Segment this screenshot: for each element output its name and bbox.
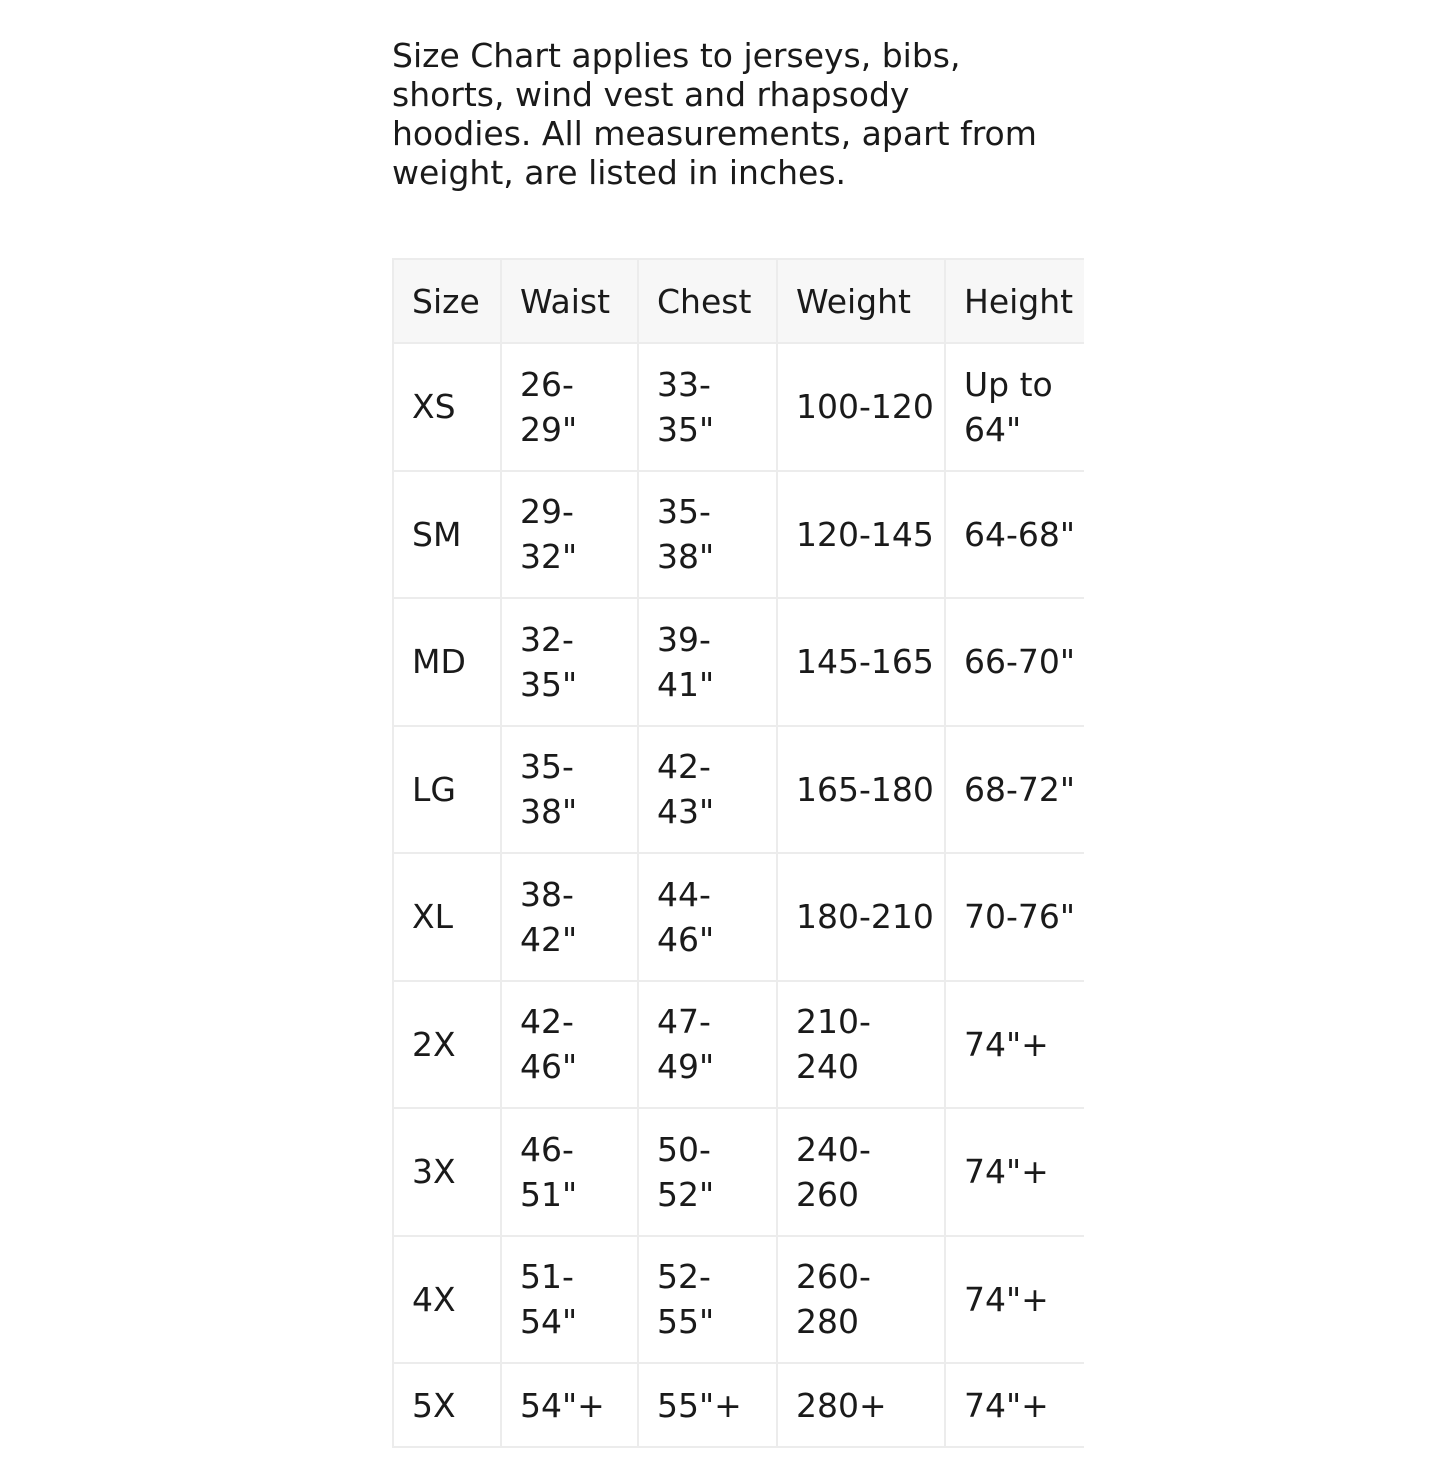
cell-size: LG (393, 726, 501, 854)
cell-weight-text: 260- (796, 1257, 871, 1297)
cell-waist-text: 29" (520, 409, 578, 449)
cell-chest (638, 343, 777, 471)
table-header (393, 259, 1084, 343)
cell-chest-text: 35- (657, 492, 711, 532)
cell-waist-text: 51" (520, 1174, 578, 1214)
header-height: Height (945, 259, 1084, 343)
cell-weight (777, 1363, 945, 1447)
table-row (393, 471, 1084, 599)
cell-height (945, 1363, 1084, 1447)
cell-height (945, 1236, 1084, 1364)
cell-waist-text: 42" (520, 919, 578, 959)
cell-waist-text: 35" (520, 664, 578, 704)
cell-chest (638, 471, 777, 599)
cell-height (945, 598, 1084, 726)
size-chart-table-container (392, 258, 1084, 1458)
cell-height-text: 74"+ (964, 1385, 1049, 1425)
cell-chest-text: 52- (657, 1257, 711, 1297)
cell-waist-text: 42- (520, 1002, 574, 1042)
cell-height-text: 74"+ (964, 1279, 1049, 1319)
cell-weight-text: 210- (796, 1002, 871, 1042)
cell-weight (777, 853, 945, 981)
cell-chest-text: 44- (657, 874, 711, 914)
cell-height-text: Up to (964, 364, 1053, 404)
cell-waist-text: 38" (520, 792, 578, 832)
cell-waist-text: 46" (520, 1047, 578, 1087)
cell-waist-text: 54" (520, 1302, 578, 1342)
cell-weight (777, 981, 945, 1109)
size-chart-description (392, 36, 1092, 192)
cell-size: SM (393, 471, 501, 599)
cell-size: 2X (393, 981, 501, 1109)
cell-height-text: 70-76" (964, 897, 1076, 937)
cell-height (945, 343, 1084, 471)
cell-chest-text: 47- (657, 1002, 711, 1042)
cell-waist (501, 1108, 638, 1236)
cell-size: 5X (393, 1363, 501, 1447)
cell-chest-text: 33- (657, 364, 711, 404)
cell-chest (638, 598, 777, 726)
cell-waist (501, 598, 638, 726)
table-row (393, 1236, 1084, 1364)
cell-weight (777, 343, 945, 471)
cell-waist (501, 343, 638, 471)
cell-chest-text: 41" (657, 664, 715, 704)
cell-height-text: 68-72" (964, 769, 1076, 809)
cell-chest (638, 981, 777, 1109)
table-row (393, 598, 1084, 726)
cell-waist-text: 51- (520, 1257, 574, 1297)
cell-size: XS (393, 343, 501, 471)
cell-weight-text: 100-120 (796, 387, 934, 427)
cell-weight-text: 120-145 (796, 514, 934, 554)
cell-waist (501, 1363, 638, 1447)
cell-waist-text: 29- (520, 492, 574, 532)
cell-chest-text: 39- (657, 619, 711, 659)
cell-chest-text: 50- (657, 1129, 711, 1169)
cell-weight-text: 165-180 (796, 769, 934, 809)
cell-weight-text: 280 (796, 1302, 859, 1342)
cell-chest-text: 55"+ (657, 1385, 742, 1425)
cell-chest-text: 43" (657, 792, 715, 832)
cell-height (945, 1108, 1084, 1236)
cell-waist (501, 471, 638, 599)
cell-chest (638, 1236, 777, 1364)
cell-height-text: 64" (964, 409, 1022, 449)
header-waist: Waist (501, 259, 638, 343)
cell-height (945, 981, 1084, 1109)
cell-waist (501, 981, 638, 1109)
table-row (393, 1108, 1084, 1236)
cell-weight-text: 260 (796, 1174, 859, 1214)
cell-weight-text: 280+ (796, 1385, 887, 1425)
cell-waist-text: 35- (520, 747, 574, 787)
cell-waist-text: 46- (520, 1129, 574, 1169)
header-weight: Weight (777, 259, 945, 343)
cell-size: MD (393, 598, 501, 726)
cell-chest-text: 55" (657, 1302, 715, 1342)
cell-waist-text: 38- (520, 874, 574, 914)
description-line: hoodies. All measurements, apart from (392, 114, 1037, 153)
cell-weight-text: 240- (796, 1129, 871, 1169)
cell-chest (638, 1363, 777, 1447)
cell-size: XL (393, 853, 501, 981)
table-body (393, 343, 1084, 1447)
header-row (393, 259, 1084, 343)
cell-weight (777, 1236, 945, 1364)
cell-height (945, 853, 1084, 981)
cell-chest-text: 38" (657, 537, 715, 577)
cell-chest-text: 35" (657, 409, 715, 449)
cell-waist-text: 32- (520, 619, 574, 659)
cell-height-text: 74"+ (964, 1152, 1049, 1192)
cell-chest (638, 726, 777, 854)
cell-waist (501, 853, 638, 981)
cell-chest-text: 46" (657, 919, 715, 959)
cell-waist (501, 726, 638, 854)
cell-chest (638, 1108, 777, 1236)
cell-waist-text: 26- (520, 364, 574, 404)
cell-chest-text: 42- (657, 747, 711, 787)
table-row (393, 726, 1084, 854)
table-row (393, 1363, 1084, 1447)
cell-height-text: 66-70" (964, 642, 1076, 682)
description-line: weight, are listed in inches. (392, 153, 847, 192)
cell-weight-text: 180-210 (796, 897, 934, 937)
size-chart-table (392, 258, 1084, 1448)
cell-weight (777, 471, 945, 599)
cell-size: 3X (393, 1108, 501, 1236)
cell-height-text: 64-68" (964, 514, 1076, 554)
table-row (393, 981, 1084, 1109)
description-line: Size Chart applies to jerseys, bibs, (392, 36, 961, 75)
cell-chest-text: 52" (657, 1174, 715, 1214)
cell-chest-text: 49" (657, 1047, 715, 1087)
header-size: Size (393, 259, 501, 343)
cell-height-text: 74"+ (964, 1024, 1049, 1064)
cell-waist (501, 1236, 638, 1364)
cell-chest (638, 853, 777, 981)
cell-weight (777, 726, 945, 854)
cell-waist-text: 32" (520, 537, 578, 577)
cell-weight-text: 240 (796, 1047, 859, 1087)
cell-size: 4X (393, 1236, 501, 1364)
table-row (393, 343, 1084, 471)
table-row (393, 853, 1084, 981)
cell-weight-text: 145-165 (796, 642, 934, 682)
cell-height (945, 726, 1084, 854)
header-chest: Chest (638, 259, 777, 343)
cell-weight (777, 1108, 945, 1236)
cell-height (945, 471, 1084, 599)
cell-weight (777, 598, 945, 726)
description-line: shorts, wind vest and rhapsody (392, 75, 910, 114)
cell-waist-text: 54"+ (520, 1385, 605, 1425)
